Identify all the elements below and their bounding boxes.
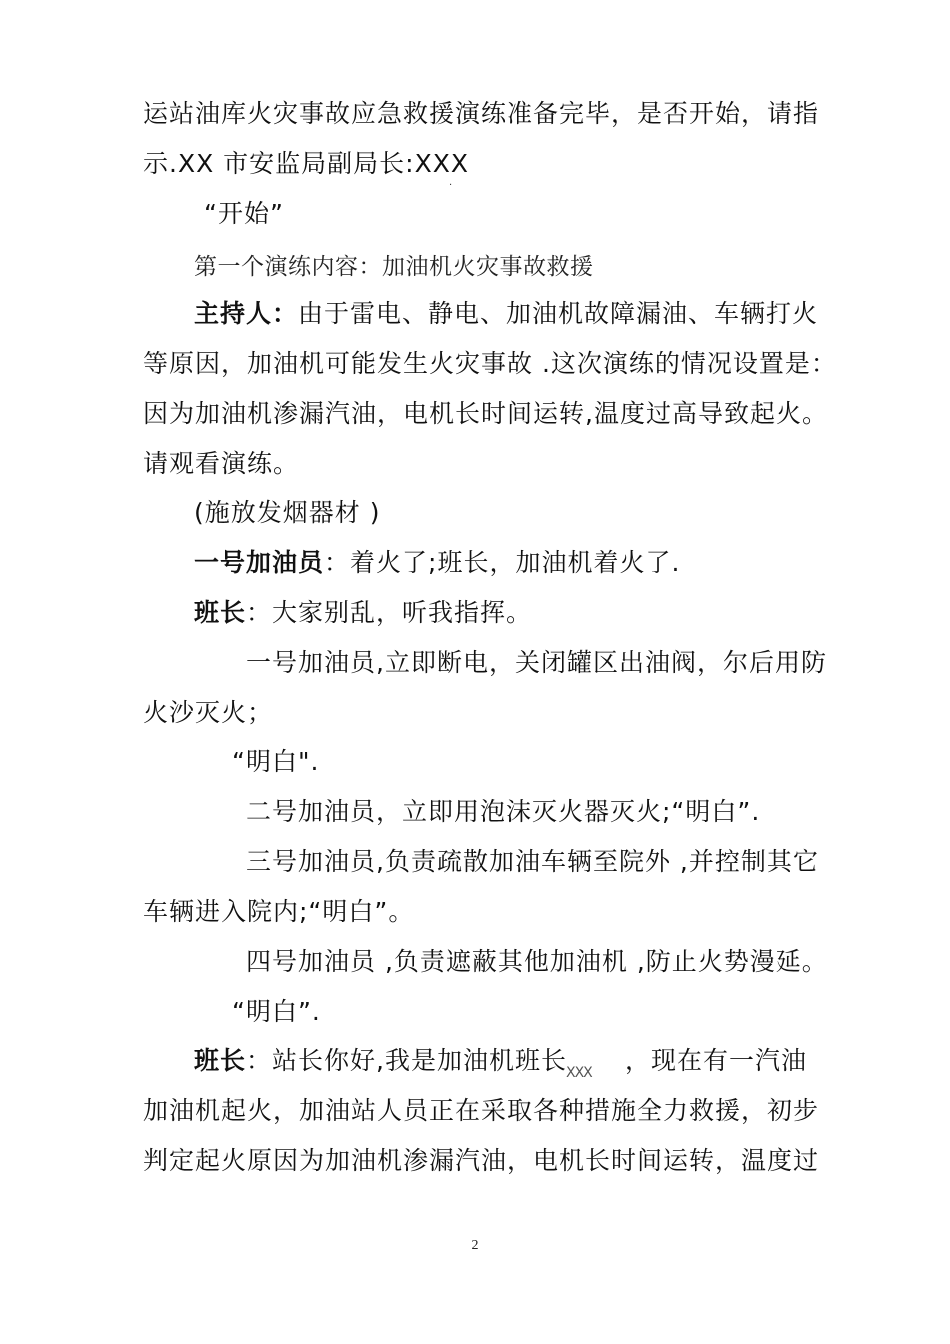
leader-line-2-tail: ，现在有一汽油 — [625, 1046, 808, 1075]
leader-text-2: ：站长你好,我是加油机班长 — [246, 1046, 567, 1075]
order-attendant1-cont: 火沙灭火； — [143, 698, 274, 727]
order-attendant3-cont: 车辆进入院内;“明白”。 — [143, 897, 415, 926]
order-attendant1: 一号加油员,立即断电，关闭罐区出油阀，尔后用防 — [246, 648, 827, 677]
speaker-host: 主持人 — [194, 299, 273, 328]
host-line: 主持人：由于雷电、静电、加油机故障漏油、车辆打火 — [194, 299, 819, 328]
section-heading: 第一个演练内容：加油机火灾事故救援 — [194, 254, 594, 280]
text-line-last: 判定起火原因为加油机渗漏汽油，电机长时间运转，温度过 — [143, 1146, 820, 1175]
leader-text-1: ：大家别乱，听我指挥。 — [246, 598, 533, 627]
order-attendant4: 四号加油员 ,负责遮蔽其他加油机 ,防止火势漫延。 — [246, 947, 828, 976]
reply-1: “明白". — [232, 747, 320, 776]
speaker-leader-2: 班长 — [194, 1046, 247, 1075]
order-attendant3: 三号加油员,负责疏散加油车辆至院外 ,并控制其它 — [246, 847, 819, 876]
speaker-attendant1: 一号加油员 — [194, 548, 325, 577]
text-line-last-2: 加油机起火，加油站人员正在采取各种措施全力救援，初步 — [143, 1096, 820, 1125]
order-attendant2: 二号加油员，立即用泡沫灭火器灭火;“明白”. — [246, 797, 761, 826]
page-number: 2 — [471, 1238, 479, 1253]
host-text: 由于雷电、静电、加油机故障漏油、车辆打火 — [298, 299, 819, 328]
text-line-1: 运站油库火灾事故应急救援演练准备完毕，是否开始，请指 — [143, 99, 820, 128]
text-line-6: 等原因，加油机可能发生火灾事故 .这次演练的情况设置是： — [143, 349, 837, 378]
reply-4: “明白”. — [232, 997, 321, 1026]
text-line-start: “开始” — [204, 199, 284, 228]
attendant1-line — [194, 546, 680, 580]
text-line-7: 因为加油机渗漏汽油，电机长时间运转,温度过高导致起火。 — [143, 399, 828, 428]
leader-line-1 — [194, 596, 532, 630]
attendant1-text: ：着火了;班长，加油机着火了. — [324, 548, 681, 577]
text-line-8: 请观看演练。 — [143, 449, 300, 478]
stage-direction: (施放发烟器材 ) — [194, 498, 381, 527]
speaker-leader: 班长 — [194, 598, 247, 627]
name-placeholder-mark: XXX — [566, 1065, 592, 1081]
leader-line-2 — [194, 1044, 567, 1078]
small-dot-mark: . — [449, 177, 453, 188]
text-line-2: 示.XX 市安监局副局长:XXX — [143, 149, 469, 178]
